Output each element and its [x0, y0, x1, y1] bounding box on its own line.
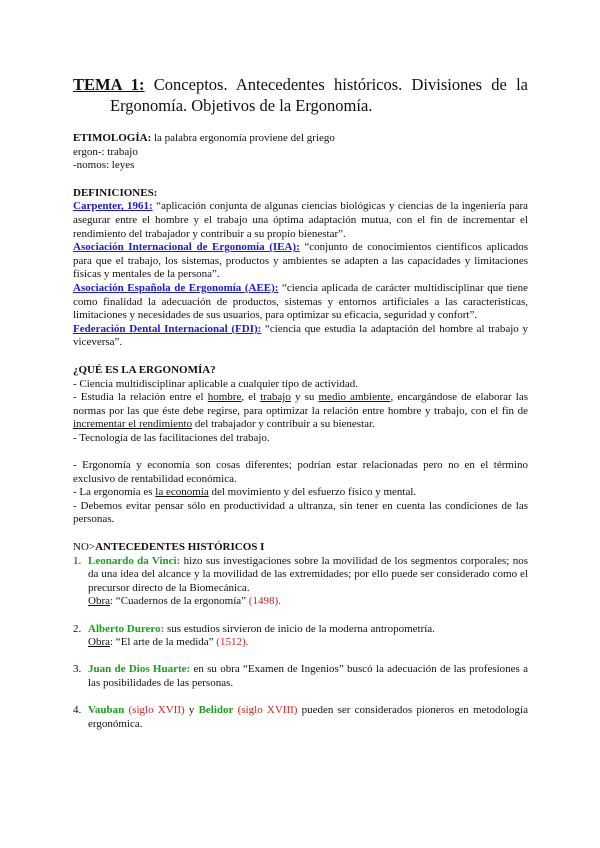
- antecedente-item: 1. Leonardo da Vinci: hizo sus investigaciones sobre la movilidad de los segmentos corporales; nos da una idea del alcance y la movilidad de las extremidades; por ello puede ser considerado como el precursor directo de la Biomecánica. Obra: “Cuadernos de la ergonomía” (1498).: [73, 554, 528, 608]
- antecedente-name: Juan de Dios Huarte:: [88, 663, 191, 676]
- antecedente-name: Leonardo da Vinci:: [88, 554, 181, 567]
- etimologia-nomos: -nomos: leyes: [73, 159, 135, 172]
- definition-item: Asociación Española de Ergonomía (AEE): “ciencia aplicada de carácter multidisciplinar que tiene como finalidad la adecuación de productos, sistemas y entornos artificiales a las características, limitaciones y necesidades de sus usuarios, para optimizar su eficacia, seguridad y confort”.: [73, 281, 528, 322]
- que-es-bullet: - Tecnología de las facilitaciones del trabajo.: [73, 431, 270, 444]
- title-line-2: Ergonomía. Objetivos de la Ergonomía.: [110, 96, 373, 115]
- antecedente-name: Vauban: [88, 704, 125, 717]
- que-es-bullet: - La ergonomía es la economía del movimiento y del esfuerzo físico y mental.: [73, 486, 417, 499]
- antecedente-item: 3. Juan de Dios Huarte: en su obra “Examen de Ingenios” buscó la adecuación de las profesiones a las posibilidades de las personas.: [73, 663, 529, 689]
- title-line-1: TEMA 1: Conceptos. Antecedentes históricos. Divisiones de la: [73, 75, 529, 94]
- que-es-bullet: - Ergonomía y economía son cosas diferentes; podrían estar relacionadas pero no en el término exclusivo de rentabilidad económica.: [73, 459, 528, 485]
- document-body: [73, 132, 528, 745]
- antecedente-name: Alberto Durero:: [88, 622, 165, 635]
- antecedente-name: Belidor: [198, 704, 234, 717]
- title-label: TEMA 1:: [73, 75, 145, 94]
- etimologia-text: la palabra ergonomía proviene del griego: [153, 132, 335, 144]
- antecedente-item: 4. Vauban (siglo XVII) y Belidor (siglo XVIII) pueden ser considerados pioneros en metodología ergonómica.: [73, 704, 528, 730]
- document-title: [73, 74, 528, 116]
- antecedentes-heading: NO>ANTECEDENTES HISTÓRICOS I: [73, 541, 265, 554]
- definiciones-heading: DEFINICIONES:: [73, 186, 158, 199]
- definition-source-link[interactable]: Federación Dental Internacional (FDI):: [73, 322, 262, 335]
- que-es-bullet: - Ciencia multidisciplinar aplicable a cualquier tipo de actividad.: [73, 377, 358, 390]
- que-es-bullet: - Debemos evitar pensar sólo en productividad a ultranza, sin tener en cuenta las condiciones de las personas.: [73, 499, 528, 526]
- antecedente-item: 2. Alberto Durero: sus estudios sirvieron de inicio de la moderna antropometría. Obra: “El arte de la medida” (1512).: [73, 622, 435, 649]
- definition-item: Asociación Internacional de Ergonomía (IEA): “conjunto de conocimientos científicos aplicados para que el trabajo, los sistemas, productos y ambientes se adapten a las capacidades y limitaciones físicas y mentales de la persona”.: [73, 241, 528, 281]
- etimologia-ergon: ergon-: trabajo: [73, 145, 138, 158]
- que-es-bullet: - Estudia la relación entre el hombre, el trabajo y su medio ambiente, encargándose de elaborar las normas por las que éste debe regirse, para optimizar la relación entre hombre y trabajo, con el fin de incrementar el rendimiento del trabajador y contribuir a su bienestar.: [73, 391, 529, 431]
- definition-item: Carpenter, 1961: “aplicación conjunta de algunas ciencias biológicas y ciencias de la ingeniería para asegurar entre el hombre y el trabajo una óptima adaptación mutua, con el fin de incrementar el rendimiento del trabajador y contribuir a su propio bienestar”.: [73, 200, 529, 240]
- definition-source-link[interactable]: Carpenter, 1961:: [73, 200, 153, 213]
- antecedentes-list: [73, 555, 528, 732]
- definition-source-link[interactable]: Asociación Internacional de Ergonomía (IEA):: [73, 241, 300, 254]
- etimologia-line: [73, 132, 528, 146]
- etimologia-heading: ETIMOLOGÍA:: [73, 132, 152, 144]
- que-es-heading: ¿QUÉ ES LA ERGONOMÍA?: [73, 363, 216, 376]
- definition-item: Federación Dental Internacional (FDI): “ciencia que estudia la adaptación del hombre al trabajo y viceversa”.: [73, 322, 528, 349]
- definition-source-link[interactable]: Asociación Española de Ergonomía (AEE):: [73, 281, 279, 294]
